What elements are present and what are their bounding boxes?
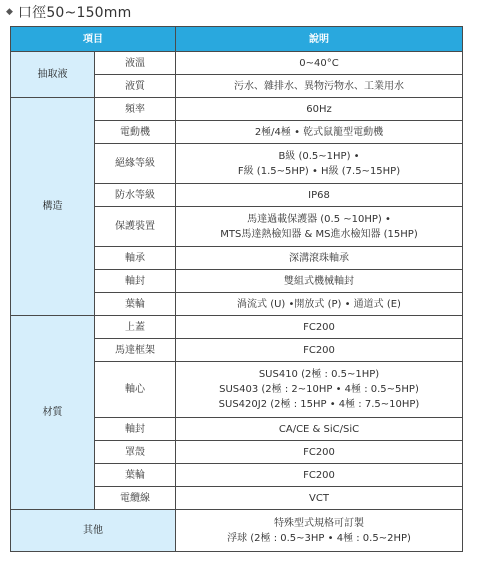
item-label-cell: 上蓋 — [95, 316, 176, 339]
value-line: 2極/4極 • 乾式鼠籠型電動機 — [254, 126, 384, 138]
item-value-cell — [176, 184, 463, 207]
item-label-cell: 軸心 — [95, 362, 176, 418]
item-value-cell — [176, 75, 463, 98]
item-label-cell: 液溫 — [95, 52, 176, 75]
item-label-cell: 電纜線 — [95, 487, 176, 510]
item-value-cell — [176, 316, 463, 339]
table-row — [11, 52, 463, 75]
table-header-row — [11, 27, 463, 52]
value-line: SUS403 (2極 : 2~10HP • 4極 : 0.5~5HP) — [219, 384, 419, 395]
category-cell: 構造 — [11, 98, 95, 316]
category-cell: 材質 — [11, 316, 95, 510]
value-line: MTS馬達熱檢知器 & MS進水檢知器 (15HP) — [220, 228, 418, 240]
value-line: SUS420J2 (2極 : 15HP • 4極 : 7.5~10HP) — [218, 399, 420, 410]
item-label-cell: 絕緣等級 — [95, 144, 176, 184]
value-line: 深溝滾珠軸承 — [289, 252, 349, 264]
value-line: FC200 — [303, 469, 335, 481]
item-label-cell: 液質 — [95, 75, 176, 98]
other-value-cell — [176, 510, 463, 552]
value-line: 渦流式 (U) •開放式 (P) • 通道式 (E) — [237, 298, 401, 310]
category-cell: 抽取液 — [11, 52, 95, 98]
item-label-cell: 葉輪 — [95, 464, 176, 487]
table-row — [11, 316, 463, 339]
item-value-cell — [176, 98, 463, 121]
item-value-cell — [176, 339, 463, 362]
value-line: 馬達過載保護器 (0.5 ~10HP) • — [247, 213, 391, 225]
item-label-cell: 馬達框架 — [95, 339, 176, 362]
value-line: B級 (0.5~1HP) • — [278, 150, 360, 162]
item-label-cell: 軸承 — [95, 247, 176, 270]
item-value-cell — [176, 441, 463, 464]
item-label-cell: 葉輪 — [95, 293, 176, 316]
item-value-cell — [176, 464, 463, 487]
item-value-cell — [176, 144, 463, 184]
value-line: SUS410 (2極 : 0.5~1HP) — [258, 369, 380, 380]
item-value-cell — [176, 207, 463, 247]
table-body — [11, 52, 463, 552]
value-line: IP68 — [308, 189, 330, 201]
item-value-cell — [176, 270, 463, 293]
section-heading — [6, 3, 131, 21]
item-label-cell: 防水等級 — [95, 184, 176, 207]
header-desc: 說明 — [176, 27, 463, 52]
value-line: FC200 — [303, 321, 335, 333]
item-label-cell: 電動機 — [95, 121, 176, 144]
item-label-cell: 罩殼 — [95, 441, 176, 464]
item-value-cell — [176, 418, 463, 441]
value-line: 60Hz — [306, 103, 332, 115]
value-line: F級 (1.5~5HP) • H級 (7.5~15HP) — [237, 165, 401, 177]
table-row — [11, 98, 463, 121]
item-label-cell: 保護裝置 — [95, 207, 176, 247]
value-line: VCT — [309, 492, 329, 504]
value-line: FC200 — [303, 446, 335, 458]
category-cell-other: 其他 — [11, 510, 176, 552]
item-value-cell — [176, 293, 463, 316]
value-line: FC200 — [303, 344, 335, 356]
spec-table — [10, 26, 463, 552]
value-line: 雙組式機械軸封 — [284, 275, 354, 287]
value-line: 污水、雜排水、異物污物水、工業用水 — [234, 80, 404, 92]
item-value-cell — [176, 52, 463, 75]
diamond-bullet-icon: ◆ — [6, 7, 13, 17]
item-label-cell: 頻率 — [95, 98, 176, 121]
item-label-cell: 軸封 — [95, 270, 176, 293]
value-line: 浮球 (2極 : 0.5~3HP • 4極 : 0.5~2HP) — [227, 532, 411, 544]
item-value-cell — [176, 487, 463, 510]
section-heading-text: 口徑50~150mm — [17, 5, 132, 21]
item-value-cell — [176, 247, 463, 270]
table-row-other — [11, 510, 463, 552]
item-value-cell — [176, 121, 463, 144]
value-line: CA/CE & SiC/SiC — [278, 423, 360, 435]
item-label-cell: 軸封 — [95, 418, 176, 441]
item-value-cell — [176, 362, 463, 418]
header-item: 項目 — [11, 27, 176, 52]
value-line: 特殊型式規格可訂製 — [274, 517, 364, 529]
value-line: 0~40°C — [299, 57, 339, 69]
